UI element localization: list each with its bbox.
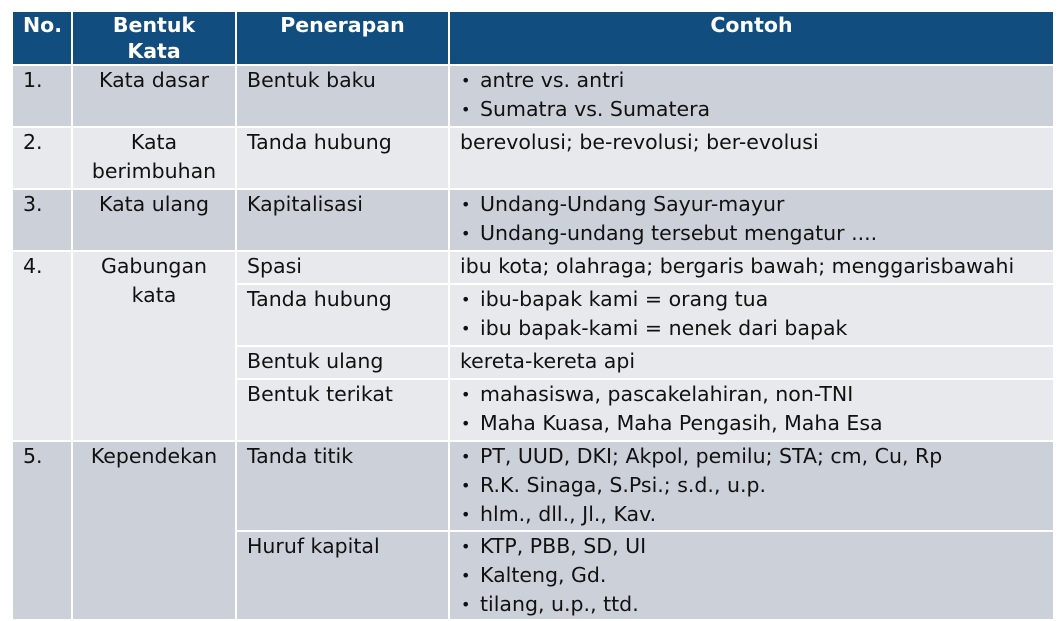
application: Tanda hubung xyxy=(236,284,449,346)
example-item: • antre vs. antri xyxy=(460,66,1043,95)
example-item: • PT, UUD, DKI; Akpol, pemilu; STA; cm, Cu, Rp xyxy=(460,442,1043,471)
header-no: No. xyxy=(12,11,72,65)
examples xyxy=(449,531,1054,620)
header-example: Contoh xyxy=(449,11,1054,65)
example-item: • ibu-bapak kami = orang tua xyxy=(460,285,1043,314)
example-item: • Maha Kuasa, Maha Pengasih, Maha Esa xyxy=(460,409,1043,438)
table-header-row xyxy=(12,11,1054,65)
example-item: • mahasiswa, pascakelahiran, non-TNI xyxy=(460,380,1043,409)
spelling-rules-table xyxy=(11,10,1055,621)
example-item: • tilang, u.p., ttd. xyxy=(460,590,1043,619)
application: Spasi xyxy=(236,251,449,284)
example-text: ibu kota; olahraga; bergaris bawah; menggarisbawahi xyxy=(449,251,1054,284)
word-form: Kependekan xyxy=(72,441,236,620)
word-form: Gabungan kata xyxy=(72,251,236,441)
example-item: • hlm., dll., Jl., Kav. xyxy=(460,500,1043,529)
examples xyxy=(449,189,1054,251)
application: Huruf kapital xyxy=(236,531,449,620)
table-row xyxy=(12,441,1054,531)
example-text: berevolusi; be-revolusi; ber-evolusi xyxy=(449,127,1054,189)
word-form: Kata ulang xyxy=(72,189,236,251)
example-item: • Sumatra vs. Sumatera xyxy=(460,95,1043,124)
application: Bentuk ulang xyxy=(236,346,449,379)
example-item: • ibu bapak-kami = nenek dari bapak xyxy=(460,314,1043,343)
application: Kapitalisasi xyxy=(236,189,449,251)
header-form: Bentuk Kata xyxy=(72,11,236,65)
example-item: • R.K. Sinaga, S.Psi.; s.d., u.p. xyxy=(460,471,1043,500)
table-row xyxy=(12,251,1054,284)
word-form: Kata berimbuhan xyxy=(72,127,236,189)
example-text: kereta-kereta api xyxy=(449,346,1054,379)
row-number: 1. xyxy=(12,65,72,127)
row-number: 4. xyxy=(12,251,72,441)
row-number: 2. xyxy=(12,127,72,189)
example-item: • Undang-Undang Sayur-mayur xyxy=(460,190,1043,219)
application: Bentuk baku xyxy=(236,65,449,127)
table-row xyxy=(12,127,1054,189)
example-item: • KTP, PBB, SD, UI xyxy=(460,532,1043,561)
examples xyxy=(449,379,1054,441)
word-form: Kata dasar xyxy=(72,65,236,127)
row-number: 5. xyxy=(12,441,72,620)
example-item: • Kalteng, Gd. xyxy=(460,561,1043,590)
header-application: Penerapan xyxy=(236,11,449,65)
application: Tanda hubung xyxy=(236,127,449,189)
examples xyxy=(449,65,1054,127)
examples xyxy=(449,441,1054,531)
application: Bentuk terikat xyxy=(236,379,449,441)
row-number: 3. xyxy=(12,189,72,251)
application: Tanda titik xyxy=(236,441,449,531)
table-row xyxy=(12,189,1054,251)
example-item: • Undang-undang tersebut mengatur .... xyxy=(460,219,1043,248)
examples xyxy=(449,284,1054,346)
table-row xyxy=(12,65,1054,127)
